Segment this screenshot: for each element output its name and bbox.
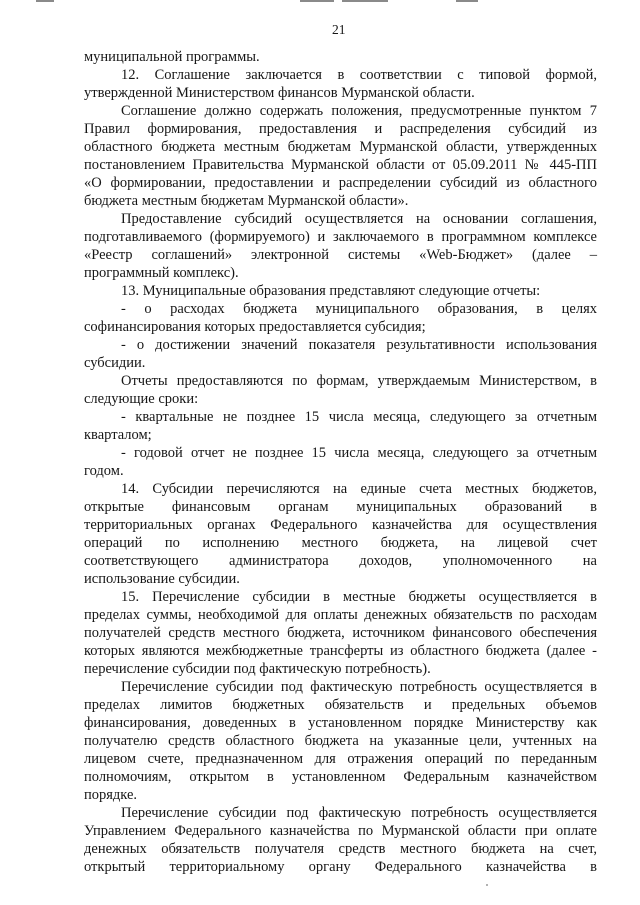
text-line: пределах суммы, необходимой для оплаты денежных обязательств по расходам bbox=[84, 607, 597, 623]
page-number: 21 bbox=[332, 22, 346, 37]
text-line: утвержденной Министерством финансов Мурманской области. bbox=[84, 85, 475, 101]
paragraph bbox=[84, 444, 597, 480]
text-line: 12. Соглашение заключается в соответствии с типовой формой, bbox=[121, 67, 597, 83]
text-line: открытый территориальному органу Федерального казначейства в bbox=[84, 859, 597, 875]
text-line: - о достижении значений показателя результативности использования bbox=[121, 337, 597, 353]
paragraph bbox=[84, 102, 597, 210]
paragraph bbox=[84, 336, 597, 372]
text-line: Управлением Федерального казначейства по Мурманской области при оплате bbox=[84, 823, 597, 839]
text-line: соответствующего администратора доходов, уполномоченного на bbox=[84, 553, 597, 569]
text-line: получателю средств областного бюджета на указанные цели, учтенных на bbox=[84, 733, 597, 749]
text-line: лицевом счете, предназначенном для отражения операций по переданным bbox=[84, 751, 597, 767]
text-line: - квартальные не позднее 15 числа месяца, следующего за отчетным bbox=[121, 409, 597, 425]
text-line: - годовой отчет не позднее 15 числа месяца, следующего за отчетным bbox=[121, 445, 597, 461]
paragraph bbox=[84, 588, 597, 678]
scan-dot bbox=[486, 884, 488, 886]
text-line: операций по исполнению местного бюджета, на лицевой счет bbox=[84, 535, 597, 551]
paragraph bbox=[84, 804, 597, 876]
paragraph bbox=[84, 282, 597, 300]
text-line: Перечисление субсидии под фактическую потребность осуществляется bbox=[121, 805, 597, 821]
text-line: «Реестр соглашений» электронной системы «Web-Бюджет» (далее – bbox=[84, 247, 597, 263]
text-line: постановлением Правительства Мурманской области от 05.09.2011 № 445-ПП bbox=[84, 157, 597, 173]
text-line: использование субсидии. bbox=[84, 571, 240, 587]
text-line: софинансирования которых предоставляется субсидия; bbox=[84, 319, 426, 335]
text-line: получателей средств местного бюджета, источником финансового обеспечения bbox=[84, 625, 597, 641]
paragraph bbox=[84, 48, 597, 66]
body-text bbox=[84, 48, 597, 876]
text-line: Соглашение должно содержать положения, предусмотренные пунктом 7 bbox=[121, 103, 597, 119]
text-line: годом. bbox=[84, 463, 124, 479]
text-line: Отчеты предоставляются по формам, утверждаемым Министерством, в bbox=[121, 373, 597, 389]
scan-mark bbox=[342, 0, 388, 2]
paragraph bbox=[84, 480, 597, 588]
paragraph bbox=[84, 210, 597, 282]
text-line: порядке. bbox=[84, 787, 138, 803]
text-line: следующие сроки: bbox=[84, 391, 199, 407]
text-line: подготавливаемого (формируемого) и заключаемого в программном комплексе bbox=[84, 229, 597, 245]
scan-mark bbox=[36, 0, 54, 2]
text-line: пределах лимитов бюджетных обязательств и предельных объемов bbox=[84, 697, 597, 713]
text-line: 13. Муниципальные образования представляют следующие отчеты: bbox=[121, 283, 541, 299]
paragraph bbox=[84, 300, 597, 336]
text-line: денежных обязательств получателя средств местного бюджета на счет, bbox=[84, 841, 597, 857]
text-line: финансирования, доведенных в установленном порядке Министерству как bbox=[84, 715, 597, 731]
text-line: которых являются межбюджетные трансферты из областного бюджета (далее - bbox=[84, 643, 597, 659]
text-line: открытые финансовым органам муниципальных образований в bbox=[84, 499, 597, 515]
paragraph bbox=[84, 678, 597, 804]
scan-mark bbox=[300, 0, 334, 2]
paragraph bbox=[84, 372, 597, 408]
text-line: бюджета местным бюджетам Мурманской области». bbox=[84, 193, 409, 209]
paragraph bbox=[84, 408, 597, 444]
text-line: муниципальной программы. bbox=[84, 49, 260, 65]
text-line: субсидии. bbox=[84, 355, 146, 371]
text-line: территориальных органах Федерального казначейства для осуществления bbox=[84, 517, 597, 533]
text-line: областного бюджета местным бюджетам Мурманской области, утвержденных bbox=[84, 139, 597, 155]
text-line: 15. Перечисление субсидии в местные бюджеты осуществляется в bbox=[121, 589, 597, 605]
scan-mark bbox=[456, 0, 478, 2]
text-line: полномочиям, открытом в установленном Федеральным казначейством bbox=[84, 769, 597, 785]
text-line: Правил формирования, предоставления и распределения субсидий из bbox=[84, 121, 597, 137]
text-line: перечисление субсидии под фактическую потребность). bbox=[84, 661, 431, 677]
text-line: «О формировании, предоставлении и распределении субсидий из областного bbox=[84, 175, 597, 191]
paragraph bbox=[84, 66, 597, 102]
text-line: программный комплекс). bbox=[84, 265, 239, 281]
text-line: Перечисление субсидии под фактическую потребность осуществляется в bbox=[121, 679, 597, 695]
text-line: - о расходах бюджета муниципального образования, в целях bbox=[121, 301, 597, 317]
text-line: Предоставление субсидий осуществляется на основании соглашения, bbox=[121, 211, 597, 227]
text-line: 14. Субсидии перечисляются на единые счета местных бюджетов, bbox=[121, 481, 597, 497]
text-line: кварталом; bbox=[84, 427, 152, 443]
